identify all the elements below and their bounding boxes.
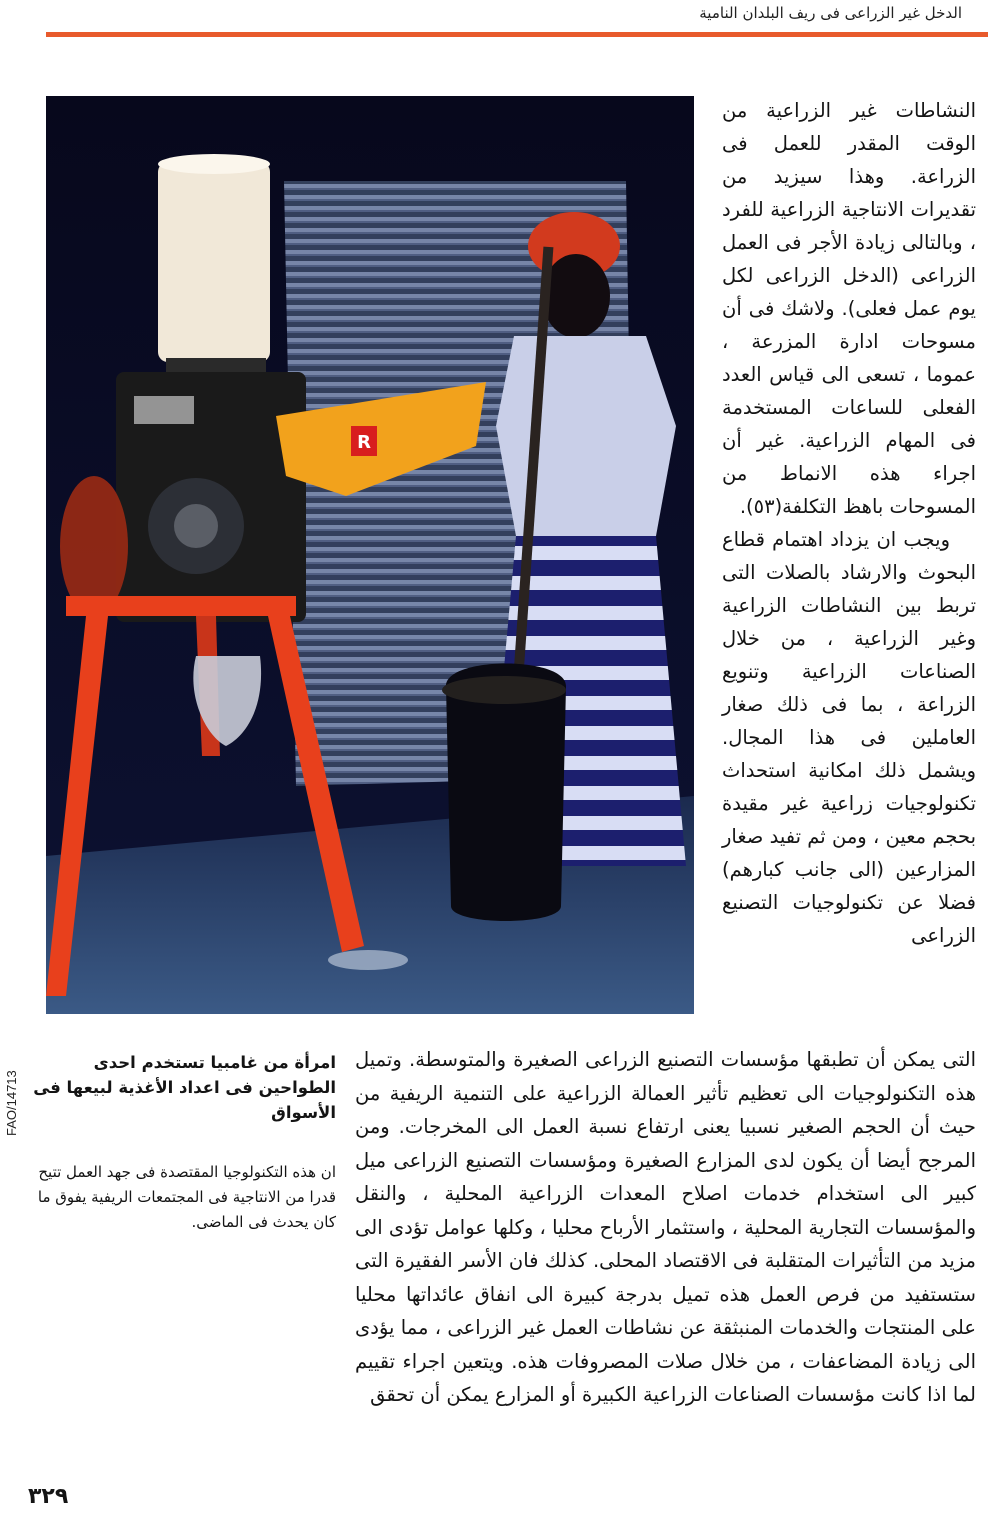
photo-credit: FAO/14713 (4, 1070, 19, 1136)
photo-woman-grain-mill (46, 96, 694, 1014)
paragraph-3: التى يمكن أن تطبقها مؤسسات التصنيع الزراعى الصغيرة والمتوسطة. وتميل هذه التكنولوجيات الى تعظيم تأثير العمالة الزراعية على التنمية الريفية من حيث أن الحجم الصغير نسبيا يعنى ارتفاع نسبة العمل الى المخرجات. ومن المرجح أيضا أن يكون لدى المزارع الصغيرة ومؤسسات التصنيع الزراعى ميل كبير الى استخدام خدمات اصلاح المعدات الزراعية المحلية ، والنقل والمؤسسات التجارية المحلية ، واستثمار الأرباح محليا ، وكلها عوامل تؤدى الى مزيد من التأثيرات المتقلبة فى الاقتصاد المحلى. كذلك فان الأسر الفقيرة التى ستستفيد من فرص العمل هذه تميل بدرجة كبيرة الى انفاق عائداتها محليا على المنتجات والخدمات المنبثقة عن نشاطات العمل غير الزراعى ، مما يؤدى الى زيادة المضاعفات ، من خلال صلات المصروفات هذه. ويتعين اجراء تقييم لما اذا كانت مؤسسات الصناعات الزراعية الكبيرة أو المزارع يمكن أن تحقق (355, 1048, 976, 1406)
photo-illustration (46, 96, 694, 1014)
running-header: الدخل غير الزراعى فى ريف البلدان النامية (699, 4, 962, 22)
page-number: ٣٢٩ (28, 1484, 69, 1509)
photo-caption-body: ان هذه التكنولوجيا المقتصدة فى جهد العمل تتيح قدرا من الانتاجية فى المجتمعات الريفية يفوق ما كان يحدث فى الماضى. (37, 1163, 336, 1231)
blouse (496, 336, 676, 536)
crate-mark: R (357, 432, 371, 453)
paragraph-1: النشاطات غير الزراعية من الوقت المقدر للعمل فى الزراعة. وهذا سيزيد من تقديرات الانتاجية الزراعية للفرد ، وبالتالى زيادة الأجر فى العمل الزراعى (الدخل الزراعى لكل يوم عمل فعلى). ولاشك فى أن مسوحات ادارة المزرعة ، عموما ، تسعى الى قياس العدد الفعلى للساعات المستخدمة فى المهام الزراعية. غير أن اجراء هذه الانماط من المسوحات باهظ التكلفة(٥٣). (722, 99, 976, 518)
text-column-right (722, 94, 976, 952)
paragraph-2: ويجب ان يزداد اهتمام قطاع البحوث والارشاد بالصلات التى تربط بين النشاطات الزراعية وغير الزراعية ، من خلال الصناعات الزراعية وتنويع الزراعة ، بما فى ذلك صغار العاملين فى هذا المجال. ويشمل ذلك امكانية استحداث تكنولوجيات زراعية غير مقيدة بحجم معين ، ومن ثم تفيد صغار المزارعين (الى جانب كبارهم) فضلا عن تكنولوجيات التصنيع الزراعى (722, 528, 976, 947)
header-rule (46, 32, 988, 37)
photo-caption-title: امرأة من غامبيا تستخدم احدى الطواحين فى اعداد الأغذية لبيعها فى الأسواق (33, 1053, 336, 1122)
mill-hopper (158, 162, 270, 362)
text-column-bottom (355, 1043, 976, 1412)
mill-frame (66, 596, 296, 616)
